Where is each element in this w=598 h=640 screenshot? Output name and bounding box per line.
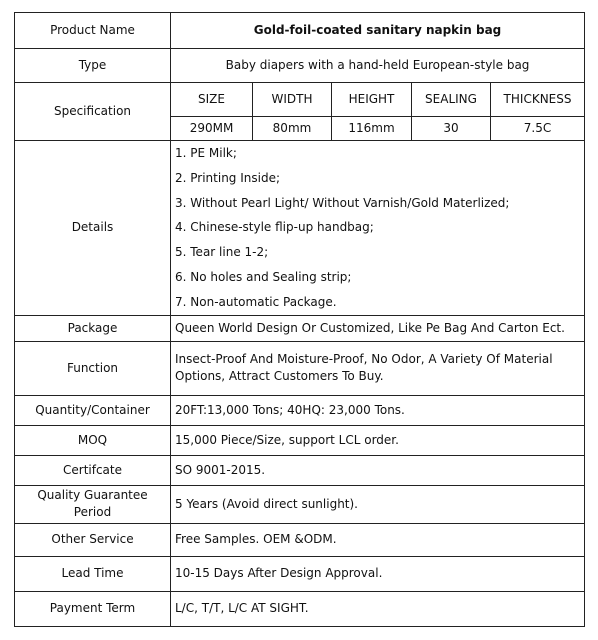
function-value: Insect-Proof And Moisture-Proof, No Odor, A Variety Of Material Options, Attract Customers To Buy. xyxy=(171,341,585,395)
details-line: 4. Chinese-style flip-up handbag; xyxy=(175,220,374,235)
spec-value-thickness: 7.5C xyxy=(491,117,585,141)
product-name-value: Gold-foil-coated sanitary napkin bag xyxy=(171,13,585,49)
product-name-row xyxy=(15,13,585,49)
lead-time-value: 10-15 Days After Design Approval. xyxy=(171,556,585,591)
certificate-value: SO 9001-2015. xyxy=(171,455,585,485)
spec-value-size: 290MM xyxy=(171,117,253,141)
specification-label: Specification xyxy=(15,83,171,141)
product-spec-table xyxy=(14,12,585,627)
spec-table-wrapper xyxy=(14,12,584,627)
function-label: Function xyxy=(15,341,171,395)
lead-time-row xyxy=(15,556,585,591)
product-name-label: Product Name xyxy=(15,13,171,49)
type-row xyxy=(15,49,585,83)
type-value: Baby diapers with a hand-held European-style bag xyxy=(171,49,585,83)
payment-term-label: Payment Term xyxy=(15,591,171,626)
function-row xyxy=(15,341,585,395)
type-label: Type xyxy=(15,49,171,83)
certificate-label: Certifcate xyxy=(15,455,171,485)
details-line: 6. No holes and Sealing strip; xyxy=(175,269,352,284)
specification-header-row xyxy=(15,83,585,117)
quantity-container-value: 20FT:13,000 Tons; 40HQ: 23,000 Tons. xyxy=(171,395,585,425)
package-label: Package xyxy=(15,315,171,341)
moq-value: 15,000 Piece/Size, support LCL order. xyxy=(171,425,585,455)
spec-header-height: HEIGHT xyxy=(332,83,412,117)
spec-header-size: SIZE xyxy=(171,83,253,117)
payment-term-row xyxy=(15,591,585,626)
quantity-container-label: Quantity/Container xyxy=(15,395,171,425)
spec-value-width: 80mm xyxy=(253,117,332,141)
quality-guarantee-label: Quality Guarantee Period xyxy=(15,485,171,523)
details-row xyxy=(15,141,585,316)
quality-guarantee-row xyxy=(15,485,585,523)
other-service-row xyxy=(15,523,585,556)
spec-value-height: 116mm xyxy=(332,117,412,141)
spec-header-width: WIDTH xyxy=(253,83,332,117)
details-list xyxy=(171,141,585,316)
details-line: 3. Without Pearl Light/ Without Varnish/Gold Materlized; xyxy=(175,195,510,210)
details-line: 5. Tear line 1-2; xyxy=(175,245,269,260)
spec-header-thickness: THICKNESS xyxy=(491,83,585,117)
package-row xyxy=(15,315,585,341)
details-line: 1. PE Milk; xyxy=(175,146,237,160)
details-label: Details xyxy=(15,141,171,316)
spec-value-sealing: 30 xyxy=(412,117,491,141)
other-service-label: Other Service xyxy=(15,523,171,556)
moq-label: MOQ xyxy=(15,425,171,455)
package-value: Queen World Design Or Customized, Like Pe Bag And Carton Ect. xyxy=(171,315,585,341)
spec-header-sealing: SEALING xyxy=(412,83,491,117)
payment-term-value: L/C, T/T, L/C AT SIGHT. xyxy=(171,591,585,626)
certificate-row xyxy=(15,455,585,485)
other-service-value: Free Samples. OEM &ODM. xyxy=(171,523,585,556)
quantity-container-row xyxy=(15,395,585,425)
moq-row xyxy=(15,425,585,455)
lead-time-label: Lead Time xyxy=(15,556,171,591)
details-line: 2. Printing Inside; xyxy=(175,170,281,185)
quality-guarantee-value: 5 Years (Avoid direct sunlight). xyxy=(171,485,585,523)
details-line: 7. Non-automatic Package. xyxy=(175,294,337,309)
